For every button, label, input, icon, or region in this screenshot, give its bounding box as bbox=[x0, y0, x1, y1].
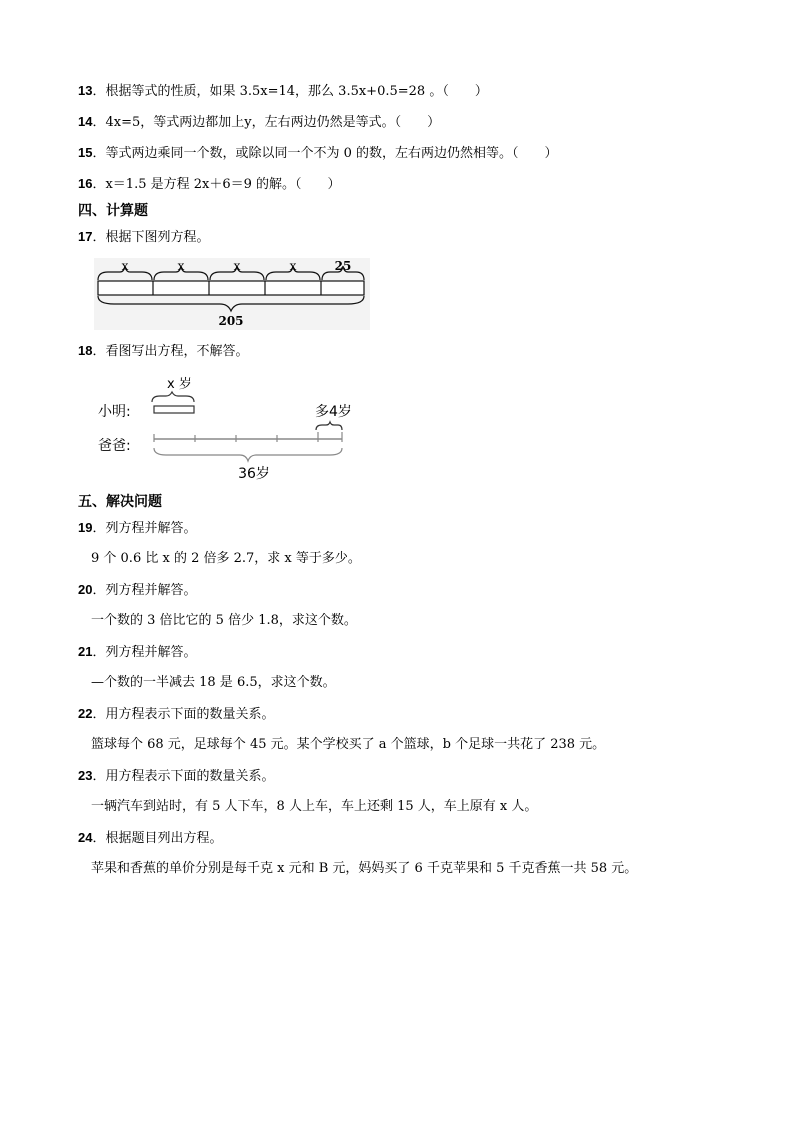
question-number: 14 bbox=[78, 114, 93, 129]
x-age-label: x 岁 bbox=[167, 377, 192, 392]
xiaoming-label: 小明: bbox=[98, 404, 131, 420]
section-heading-calculation: 四、计算题 bbox=[78, 203, 148, 219]
question-17 bbox=[78, 228, 209, 247]
extra-brace bbox=[316, 422, 342, 430]
question-text: ．等式两边乘同一个数，或除以同一个不为 0 的数，左右两边仍然相等。（ ） bbox=[92, 146, 558, 161]
question-20-body: 一个数的 3 倍比它的 5 倍少 1.8，求这个数。 bbox=[91, 613, 357, 628]
question-number: 13 bbox=[78, 83, 93, 98]
segment-diagram-17 bbox=[94, 258, 374, 333]
question-text: ．列方程并解答。 bbox=[92, 583, 197, 598]
question-23 bbox=[78, 767, 274, 786]
question-19 bbox=[78, 519, 196, 538]
segment-label: 25 bbox=[334, 259, 352, 273]
question-20 bbox=[78, 581, 196, 600]
question-13 bbox=[78, 82, 488, 101]
section-heading-problems: 五、解决问题 bbox=[78, 494, 162, 510]
question-14 bbox=[78, 113, 440, 132]
question-text: ．列方程并解答。 bbox=[92, 645, 197, 660]
question-24-body: 苹果和香蕉的单价分别是每千克 x 元和 B 元，妈妈买了 6 千克苹果和 5 千克香蕉一共 58 元。 bbox=[91, 861, 638, 876]
question-text: ．用方程表示下面的数量关系。 bbox=[92, 707, 275, 722]
xiaoming-bar bbox=[154, 406, 194, 413]
question-21-body: —个数的一半减去 18 是 6.5，求这个数。 bbox=[91, 675, 336, 690]
segment-label: x bbox=[233, 259, 241, 273]
question-text: ．4x=5，等式两边都加上y，左右两边仍然是等式。（ ） bbox=[92, 115, 441, 130]
question-22 bbox=[78, 705, 274, 724]
question-text: ．看图写出方程，不解答。 bbox=[92, 344, 249, 359]
question-number: 15 bbox=[78, 145, 93, 160]
question-number: 18 bbox=[78, 343, 93, 358]
question-number: 22 bbox=[78, 706, 93, 721]
total-brace bbox=[154, 448, 342, 461]
question-text: ．列方程并解答。 bbox=[92, 521, 197, 536]
total-label: 205 bbox=[218, 314, 244, 328]
question-22-body: 篮球每个 68 元，足球每个 45 元。某个学校买了 a 个篮球，b 个足球一共花了 238 元。 bbox=[91, 737, 606, 752]
age-diagram-18 bbox=[94, 372, 364, 487]
total-age-label: 36岁 bbox=[238, 466, 270, 482]
question-number: 17 bbox=[78, 229, 93, 244]
question-number: 23 bbox=[78, 768, 93, 783]
question-number: 16 bbox=[78, 176, 93, 191]
question-24 bbox=[78, 829, 222, 848]
baba-label: 爸爸: bbox=[98, 438, 131, 454]
question-19-body: 9 个 0.6 比 x 的 2 倍多 2.7，求 x 等于多少。 bbox=[91, 551, 361, 566]
question-number: 21 bbox=[78, 644, 93, 659]
x-brace bbox=[152, 392, 194, 402]
question-number: 19 bbox=[78, 520, 93, 535]
question-text: ．x＝1.5 是方程 2x＋6＝9 的解。（ ） bbox=[92, 177, 341, 192]
question-text: ．根据下图列方程。 bbox=[92, 230, 210, 245]
segment-bar bbox=[98, 281, 364, 295]
question-text: ．根据等式的性质，如果 3.5x=14，那么 3.5x+0.5=28 。（ ） bbox=[92, 84, 488, 99]
question-16 bbox=[78, 175, 341, 194]
question-18 bbox=[78, 342, 248, 361]
segment-label: x bbox=[289, 259, 297, 273]
segment-label: x bbox=[177, 259, 185, 273]
question-23-body: 一辆汽车到站时，有 5 人下车，8 人上车，车上还剩 15 人，车上原有 x 人。 bbox=[91, 799, 538, 814]
question-15 bbox=[78, 144, 558, 163]
question-text: ．用方程表示下面的数量关系。 bbox=[92, 769, 275, 784]
question-text: ．根据题目列出方程。 bbox=[92, 831, 223, 846]
extra-age-label: 多4岁 bbox=[315, 404, 352, 420]
question-number: 24 bbox=[78, 830, 93, 845]
question-21 bbox=[78, 643, 196, 662]
question-number: 20 bbox=[78, 582, 93, 597]
segment-label: x bbox=[121, 259, 129, 273]
